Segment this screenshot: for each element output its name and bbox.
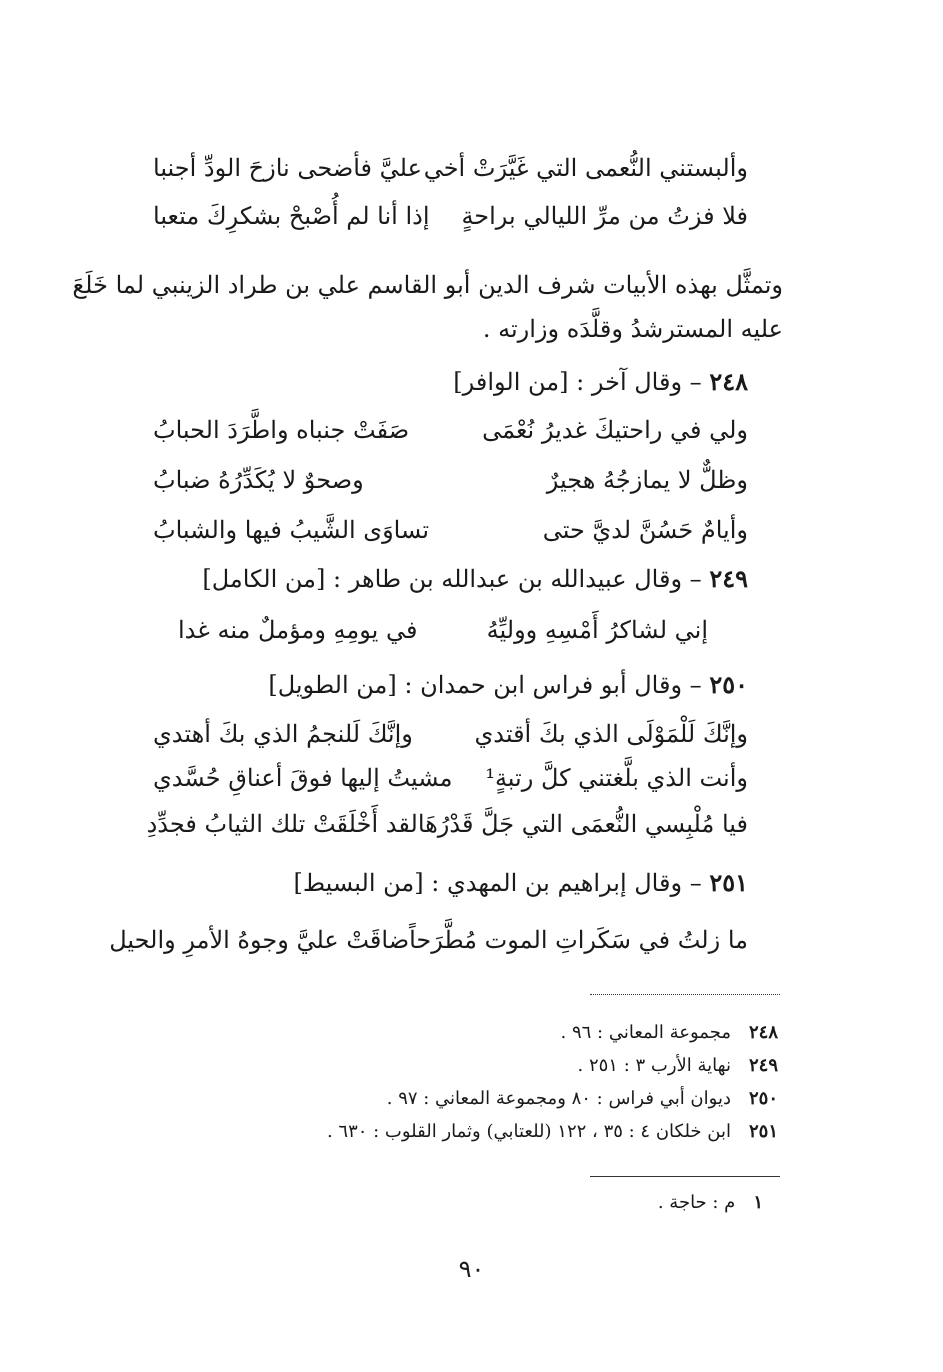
footnote-number: ٢٤٩ — [748, 1055, 778, 1076]
footnote-number: ٢٥٠ — [748, 1088, 778, 1109]
footnote-number: ٢٤٨ — [748, 1022, 778, 1043]
footnote-text: مجموعة المعاني : ٩٦ . — [560, 1022, 731, 1043]
verse — [153, 716, 748, 752]
footnote-separator — [590, 994, 780, 995]
hemistich-second: تساوَى الشَّيبُ فيها والشبابُ — [153, 516, 430, 544]
footnote-text: ابن خلكان ٤ : ٣٥ ، ١٢٢ (للعتابي) وثمار القلوب : ٦٣٠ . — [326, 1121, 731, 1142]
hemistich-second: وإنَّكَ لَلنجمُ الذي بكَ أهتدي — [153, 720, 413, 748]
note-number: ١ — [753, 1192, 763, 1213]
footnote-text: نهاية الأرب ٣ : ٢٥١ . — [577, 1055, 731, 1076]
hemistich-first: وألبستني النُّعمى التي غَيَّرَتْ أخي — [423, 154, 748, 182]
note-separator — [590, 1176, 780, 1177]
footnote — [561, 1020, 778, 1046]
footnote — [578, 1053, 778, 1079]
hemistich-second: عليَّ فأضحى نازحَ الودِّ أجنبا — [153, 154, 422, 182]
hemistich-second: وصحوٌ لا يُكَدِّرُهُ ضبابُ — [153, 466, 364, 494]
verse — [153, 462, 748, 498]
entry-heading-text: – وقال آخر : [من الوافر] — [453, 368, 702, 396]
verse — [153, 150, 748, 186]
entry-number: ٢٤٨ — [709, 367, 748, 396]
footnote — [327, 1119, 778, 1145]
verse — [178, 612, 708, 648]
entry-heading-text: – وقال أبو فراس ابن حمدان : [من الطويل] — [268, 671, 702, 699]
entry-heading-text: – وقال عبيدالله بن عبدالله بن طاهر : [من الكامل] — [202, 565, 702, 593]
page-number: ٩٠ — [458, 1255, 485, 1283]
entry-number: ٢٤٩ — [709, 564, 748, 593]
footnote-number: ٢٥١ — [748, 1121, 778, 1142]
entry-heading — [202, 562, 748, 596]
hemistich-first: ولي في راحتيكَ غديرُ نُعْمَى — [482, 416, 748, 444]
entry-number: ٢٥٠ — [709, 670, 748, 699]
hemistich-first: إني لشاكرُ أَمْسِهِ ووليِّهُ — [486, 616, 708, 644]
verse — [146, 806, 748, 842]
entry-heading-text: – وقال إبراهيم بن المهدي : [من البسيط] — [293, 869, 702, 897]
verse — [153, 512, 748, 548]
footnote-text: ديوان أبي فراس : ٨٠ ومجموعة المعاني : ٩٧ . — [386, 1088, 731, 1109]
prose-line: عليه المسترشدُ وقلَّدَه وزارته . — [482, 315, 783, 343]
entry-heading — [453, 365, 748, 399]
hemistich-first: فيا مُلْبِسي النُّعمَى التي جَلَّ قَدْرُهَا — [417, 810, 748, 838]
hemistich-second: ضاقَتْ عليَّ وجوهُ الأمرِ والحيل — [109, 926, 410, 954]
verse — [153, 198, 748, 234]
hemistich-second: إذا أنا لم أُصْبحْ بشكرِكَ متعبا — [153, 202, 430, 230]
verse — [153, 412, 748, 448]
hemistich-first: وإنَّكَ لَلْمَوْلَى الذي بكَ أقتدي — [474, 720, 748, 748]
hemistich-first: وظلٌّ لا يمازجُهُ هجيرٌ — [546, 466, 748, 494]
hemistich-second: لقد أَخْلَقَتْ تلك الثيابُ فجدِّدِ — [146, 810, 418, 838]
verse — [153, 760, 748, 796]
hemistich-second: صَفَتْ جنباه واطَّرَدَ الحبابُ — [153, 416, 410, 444]
entry-heading — [294, 866, 749, 900]
note-text: م : حاجة . — [657, 1192, 736, 1213]
hemistich-first: فلا فزتُ من مرِّ الليالي براحةٍ — [461, 202, 748, 230]
entry-number: ٢٥١ — [709, 868, 748, 897]
prose-line: وتمثَّل بهذه الأبيات شرف الدين أبو القاسم علي بن طراد الزينبي لما خَلَعَ — [72, 271, 783, 299]
hemistich-first: وأنت الذي بلَّغتني كلَّ رتبةٍ¹ — [485, 764, 748, 792]
hemistich-second: في يومِهِ ومؤملٌ منه غدا — [178, 616, 418, 644]
verse — [109, 922, 748, 958]
textual-note — [658, 1190, 763, 1216]
entry-heading — [268, 668, 748, 702]
hemistich-second: مشيتُ إليها فوقَ أعناقِ حُسَّدي — [153, 764, 453, 792]
hemistich-first: ما زلتُ في سَكَراتِ الموت مُطَّرَحاً — [409, 926, 748, 954]
footnote — [387, 1086, 778, 1112]
hemistich-first: وأيامٌ حَسُنَّ لديَّ حتى — [542, 516, 748, 544]
